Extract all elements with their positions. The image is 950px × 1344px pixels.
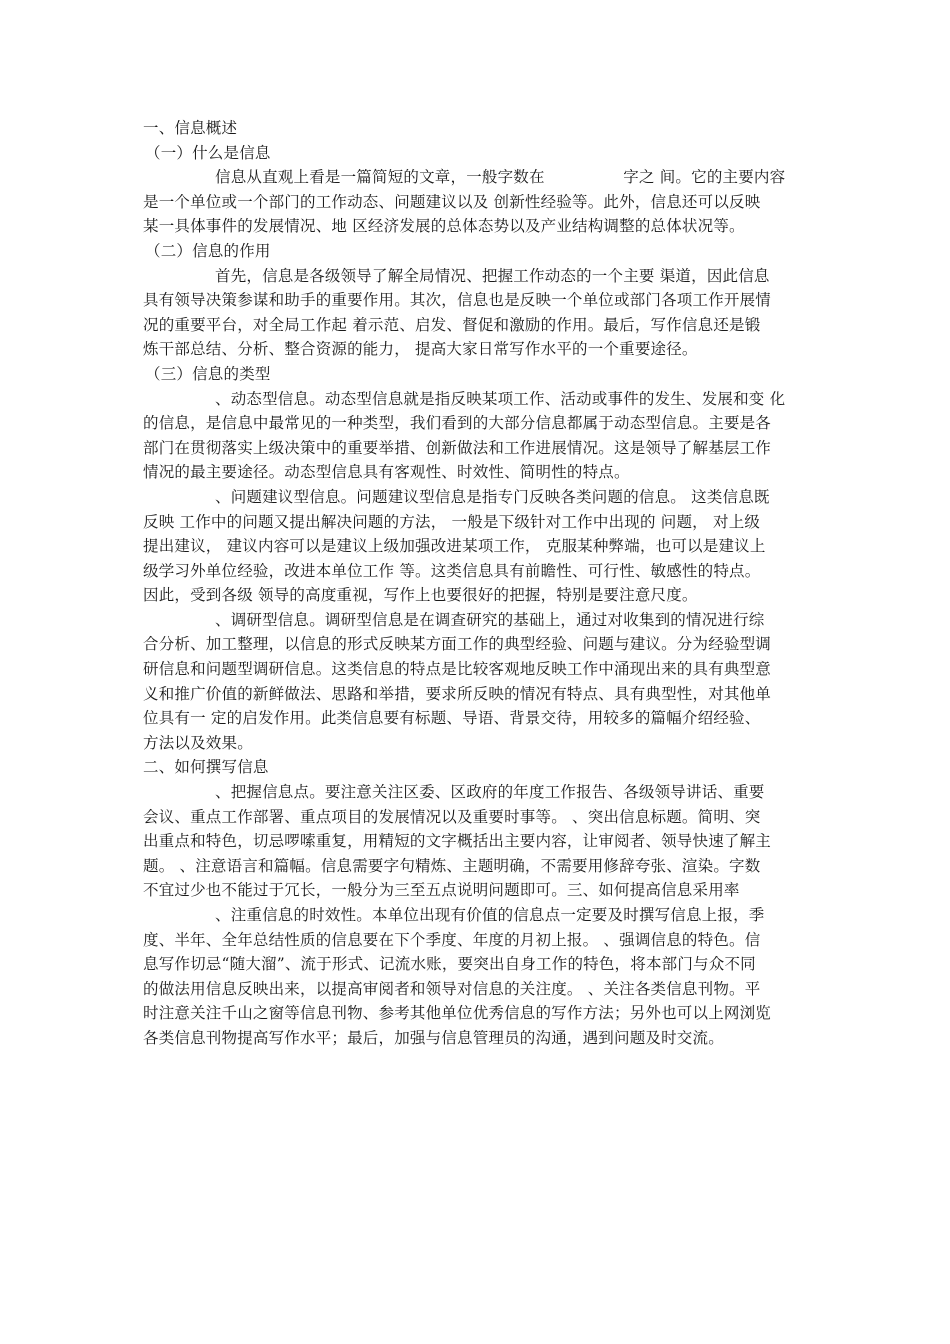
paragraph-line: 会议、重点工作部署、重点项目的发展情况以及重要时事等。 、突出信息标题。简明、突 — [143, 807, 761, 826]
paragraph-line: 况的重要平台，对全局工作起 着示范、启发、督促和激励的作用。最后，写作信息还是锻 — [143, 315, 761, 334]
paragraph-line: 是一个单位或一个部门的工作动态、问题建议以及 创新性经验等。此外，信息还可以反映 — [143, 192, 761, 211]
paragraph-line: 不宜过少也不能过于冗长，一般分为三至五点说明问题即可。三、如何提高信息采用率 — [143, 881, 740, 900]
paragraph-line: 时注意关注千山之窗等信息刊物、参考其他单位优秀信息的写作方法；另外也可以上网浏览 — [143, 1004, 772, 1023]
paragraph-line: 提出建议， 建议内容可以是建议上级加强改进某项工作， 克服某种弊端，也可以是建议上 — [143, 537, 766, 556]
paragraph-line: 级学习外单位经验，改进本单位工作 等。这类信息具有前瞻性、可行性、敏感性的特点。 — [143, 561, 761, 580]
paragraph-line: 合分析、加工整理，以信息的形式反映某方面工作的典型经验、问题与建议。分为经验型调 — [143, 635, 772, 654]
heading-how-to-write: 二、如何撰写信息 — [143, 758, 269, 777]
paragraph-line: 研信息和问题型调研信息。这类信息的特点是比较客观地反映工作中涌现出来的具有典型意 — [143, 660, 772, 679]
paragraph-line: 、问题建议型信息。问题建议型信息是指专门反映各类问题的信息。 这类信息既 — [215, 487, 770, 506]
paragraph-line: 情况的最主要途径。动态型信息具有客观性、时效性、简明性的特点。 — [143, 463, 630, 482]
paragraph-line: 息写作切忌“随大溜”、流于形式、记流水账，要突出自身工作的特色，将本部门与众不同 — [143, 955, 756, 974]
paragraph-line: 题。 、注意语言和篇幅。信息需要字句精炼、主题明确，不需要用修辞夸张、渲染。字数 — [143, 856, 761, 875]
paragraph-line: 信息从直观上看是一篇简短的文章，一般字数在 字之 间。它的主要内容 — [215, 168, 786, 187]
paragraph-line: 义和推广价值的新鲜做法、思路和举措，要求所反映的情况有特点、具有典型性，对其他单 — [143, 684, 772, 703]
subheading-info-role: （二）信息的作用 — [145, 241, 271, 260]
paragraph-line: 部门在贯彻落实上级决策中的重要举措、创新做法和工作进展情况。这是领导了解基层工作 — [143, 438, 772, 457]
document-body — [143, 116, 811, 1051]
subheading-what-is-info: （一）什么是信息 — [145, 143, 271, 162]
paragraph-line: 、调研型信息。调研型信息是在调查研究的基础上，通过对收集到的情况进行综 — [215, 610, 765, 629]
paragraph-line: 、动态型信息。动态型信息就是指反映某项工作、活动或事件的发生、发展和变 化 — [215, 389, 786, 408]
paragraph-line: 具有领导决策参谋和助手的重要作用。其次，信息也是反映一个单位或部门各项工作开展情 — [143, 291, 772, 310]
subheading-info-types: （三）信息的类型 — [145, 364, 271, 383]
paragraph-line: 度、半年、全年总结性质的信息要在下个季度、年度的月初上报。 、强调信息的特色。信 — [143, 930, 761, 949]
paragraph-line: 因此，受到各级 领导的高度重视，写作上也要很好的把握，特别是要注意尺度。 — [143, 586, 698, 605]
paragraph-line: 、把握信息点。要注意关注区委、区政府的年度工作报告、各级领导讲话、重要 — [215, 783, 765, 802]
paragraph-line: 各类信息刊物提高写作水平；最后，加强与信息管理员的沟通，遇到问题及时交流。 — [143, 1028, 724, 1047]
paragraph-line: 、注重信息的时效性。本单位出现有价值的信息点一定要及时撰写信息上报，季 — [215, 906, 765, 924]
paragraph-line: 出重点和特色，切忌啰嗦重复，用精短的文字概括出主要内容，让审阅者、领导快速了解主 — [143, 832, 772, 851]
paragraph-line: 的信息，是信息中最常见的一种类型，我们看到的大部分信息都属于动态型信息。主要是各 — [143, 414, 772, 433]
heading-info-overview: 一、信息概述 — [143, 119, 238, 137]
paragraph-line: 某一具体事件的发展情况、地 区经济发展的总体态势以及产业结构调整的总体状况等。 — [143, 217, 745, 236]
paragraph-line: 位具有一 定的启发作用。此类信息要有标题、导语、背景交待，用较多的篇幅介绍经验、 — [143, 709, 761, 728]
paragraph-line: 炼干部总结、分析、整合资源的能力， 提高大家日常写作水平的一个重要途径。 — [143, 340, 698, 359]
paragraph-line: 反映 工作中的问题又提出解决问题的方法， 一般是下级针对工作中出现的 问题， 对上级 — [143, 512, 761, 531]
paragraph-line: 首先，信息是各级领导了解全局情况、把握工作动态的一个主要 渠道，因此信息 — [215, 266, 770, 285]
paragraph-line: 方法以及效果。 — [143, 733, 253, 752]
paragraph-line: 的做法用信息反映出来，以提高审阅者和领导对信息的关注度。 、关注各类信息刊物。平 — [143, 979, 761, 998]
